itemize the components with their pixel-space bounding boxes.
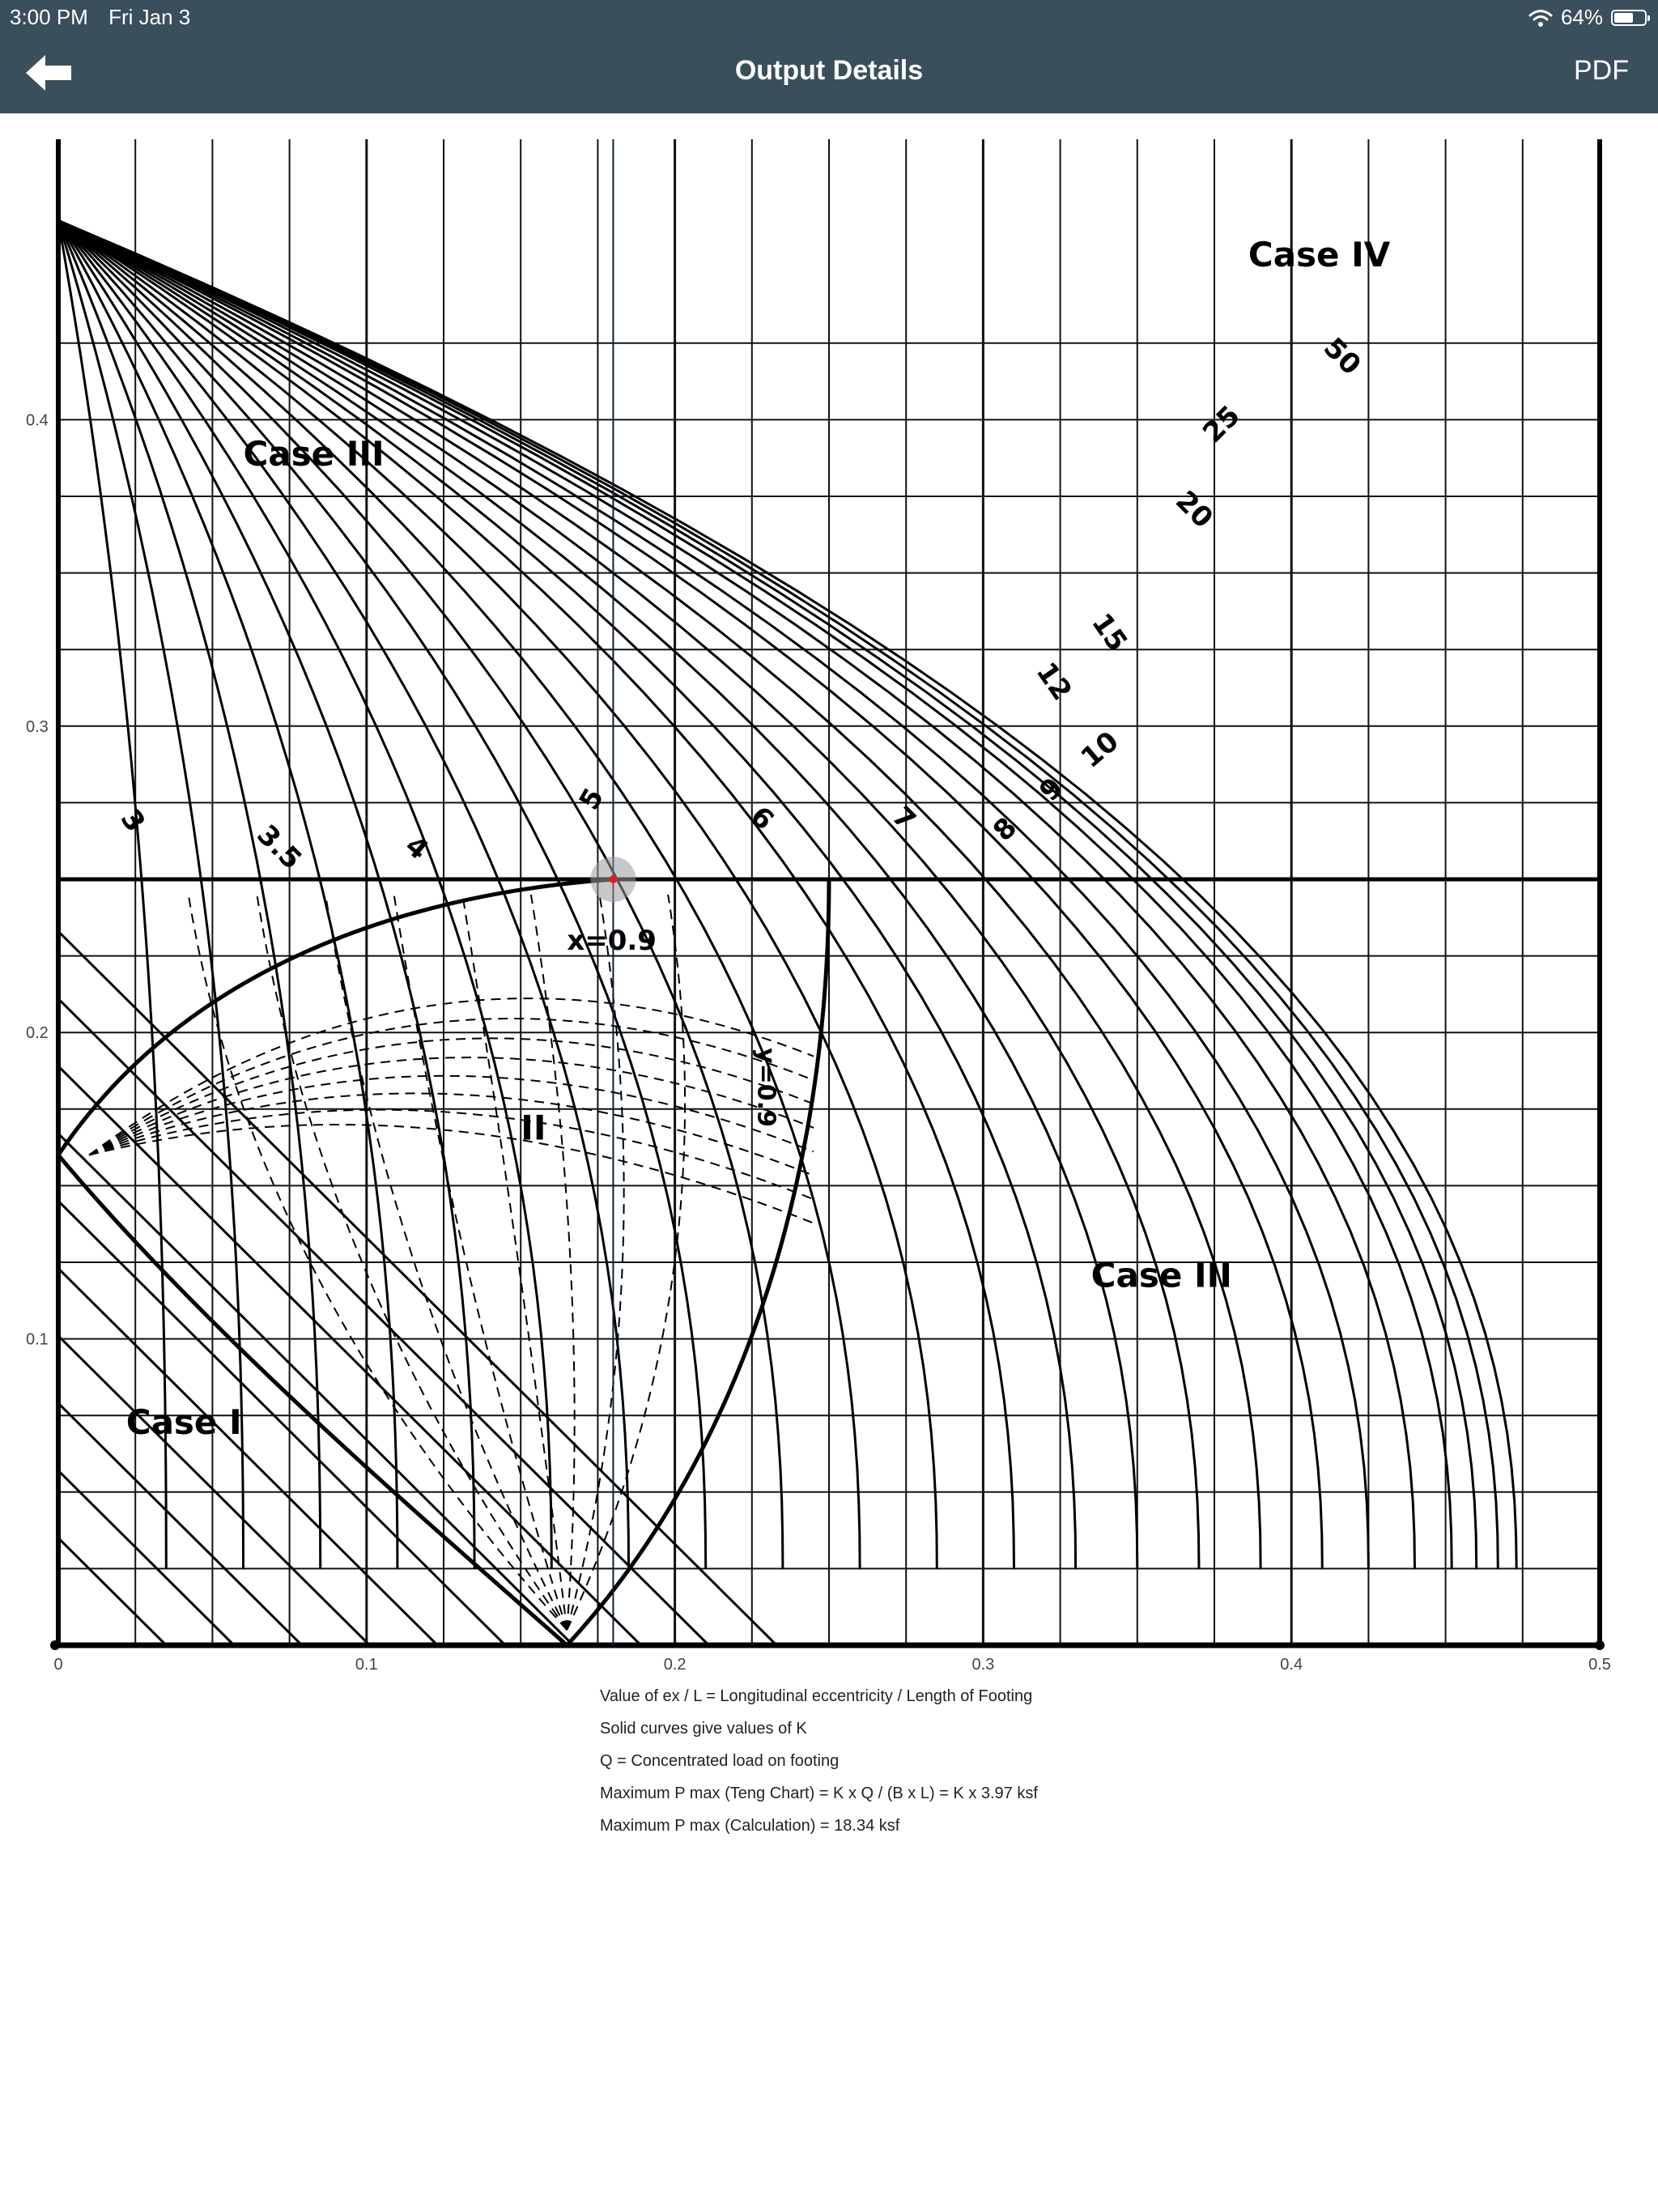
x-tick-label: 0.1 [355,1656,378,1674]
note-solid-curves: Solid curves give values of K [600,1720,807,1738]
case-ii-y-label: y=0.9 [751,1048,780,1127]
k-curve-label: 25 [1197,399,1247,450]
case-label: Case III [243,434,385,474]
end-dot [1595,1640,1605,1650]
k-curve-label: 9 [1033,771,1070,808]
note-q: Q = Concentrated load on footing [600,1752,840,1770]
x-tick-label: 0.4 [1280,1656,1303,1674]
status-bar [0,0,1658,32]
case-label: II [521,1108,546,1148]
case-label: Case III [1090,1255,1232,1295]
note-ex-l: Value of ex / L = Longitudinal eccentricity / Length of Footing [600,1687,1033,1705]
battery-icon [1611,10,1647,26]
x-tick-label: 0 [53,1656,63,1674]
x-tick-label: 0.5 [1588,1656,1611,1674]
k-curve-label: 3.5 [250,819,308,876]
k-curve-label: 20 [1169,484,1219,535]
y-tick-label: 0.1 [26,1330,49,1349]
note-pmax-teng: Maximum P max (Teng Chart) = K x Q / (B x L) = K x 3.97 ksf [600,1784,1038,1802]
x-tick-label: 0.2 [663,1656,687,1674]
case-ii-x-label: x=0.9 [567,925,657,958]
y-tick-label: 0.2 [26,1024,49,1043]
wifi-icon [1528,8,1553,28]
teng-chart [0,113,1658,1684]
y-tick-label: 0.4 [26,411,49,430]
status-date: Fri Jan 3 [108,5,191,29]
k-curve-label: 6 [743,800,780,837]
note-pmax-calc: Maximum P max (Calculation) = 18.34 ksf [600,1817,900,1835]
k-curve-label: 8 [987,810,1024,848]
page-title: Output Details [734,55,924,86]
chart-notes [600,1680,1038,1842]
case-label: Case I [125,1402,242,1442]
k-curve-label: 10 [1074,725,1125,775]
y-tick-label: 0.3 [26,717,49,736]
k-curve-label: 15 [1085,607,1134,658]
k-curve-label: 12 [1029,656,1078,707]
origin-dot [50,1640,60,1650]
k-curve-label: 4 [398,829,435,867]
k-curve-label: 5 [572,782,611,816]
x-tick-label: 0.3 [971,1656,995,1674]
k-curve-label: 7 [885,800,922,837]
status-time: 3:00 PM [10,5,88,29]
k-curve-label: 50 [1316,331,1367,382]
case-label: Case IV [1248,235,1391,275]
battery-percent: 64% [1560,5,1603,29]
pdf-button[interactable]: PDF [1574,55,1629,86]
k-curve-label: 3 [113,803,152,838]
marker-point [609,875,617,883]
battery-fill [1614,13,1633,23]
nav-bar [0,32,1658,113]
